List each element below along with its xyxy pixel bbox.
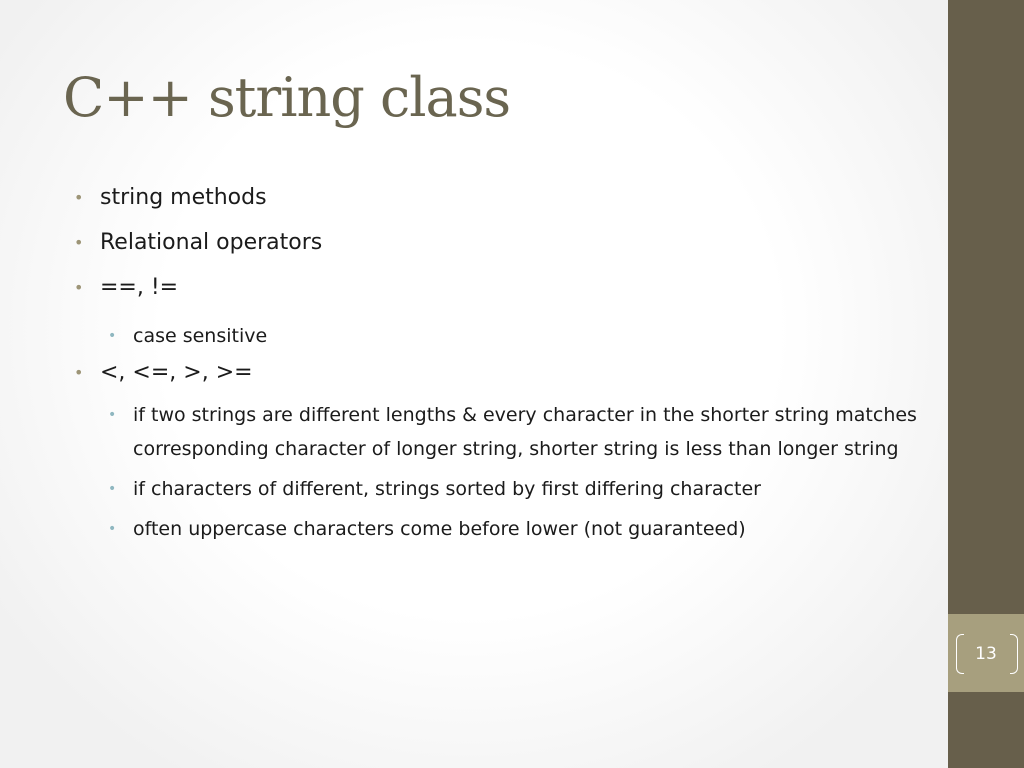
bullet-item <box>74 184 934 212</box>
page-number: 13 <box>975 644 997 664</box>
bullet-item <box>74 229 934 257</box>
bullet-dot-icon: • <box>74 363 84 382</box>
sub-bullet-dot-icon: • <box>108 481 117 497</box>
sub-bullet-item <box>74 398 934 466</box>
bullet-text: Relational operators <box>100 230 323 255</box>
bullet-item <box>74 359 934 387</box>
right-bracket-icon <box>1010 634 1018 674</box>
sub-bullet-item <box>74 512 934 546</box>
bullet-item <box>74 274 934 302</box>
bullet-list <box>74 184 934 552</box>
bullet-text: string methods <box>100 185 267 210</box>
sub-bullet-text: often uppercase characters come before lower (not guaranteed) <box>133 518 746 540</box>
sub-bullet-dot-icon: • <box>108 328 117 344</box>
bullet-dot-icon: • <box>74 233 84 252</box>
sub-bullet-text: if two strings are different lengths & every character in the shorter string matches corresponding character of longer string, shorter string is less than longer string <box>133 404 917 460</box>
bullet-dot-icon: • <box>74 278 84 297</box>
page-number-badge <box>948 614 1024 692</box>
sub-bullet-item <box>74 319 934 353</box>
bullet-text: <, <=, >, >= <box>100 360 253 385</box>
sub-bullet-text: case sensitive <box>133 325 268 347</box>
sub-bullet-dot-icon: • <box>108 407 117 423</box>
sub-bullet-dot-icon: • <box>108 521 117 537</box>
sub-bullet-item <box>74 472 934 506</box>
slide-title: C++ string class <box>63 66 511 129</box>
sub-bullet-text: if characters of different, strings sorted by first differing character <box>133 478 761 500</box>
bullet-dot-icon: • <box>74 188 84 207</box>
bullet-text: ==, != <box>100 275 179 300</box>
